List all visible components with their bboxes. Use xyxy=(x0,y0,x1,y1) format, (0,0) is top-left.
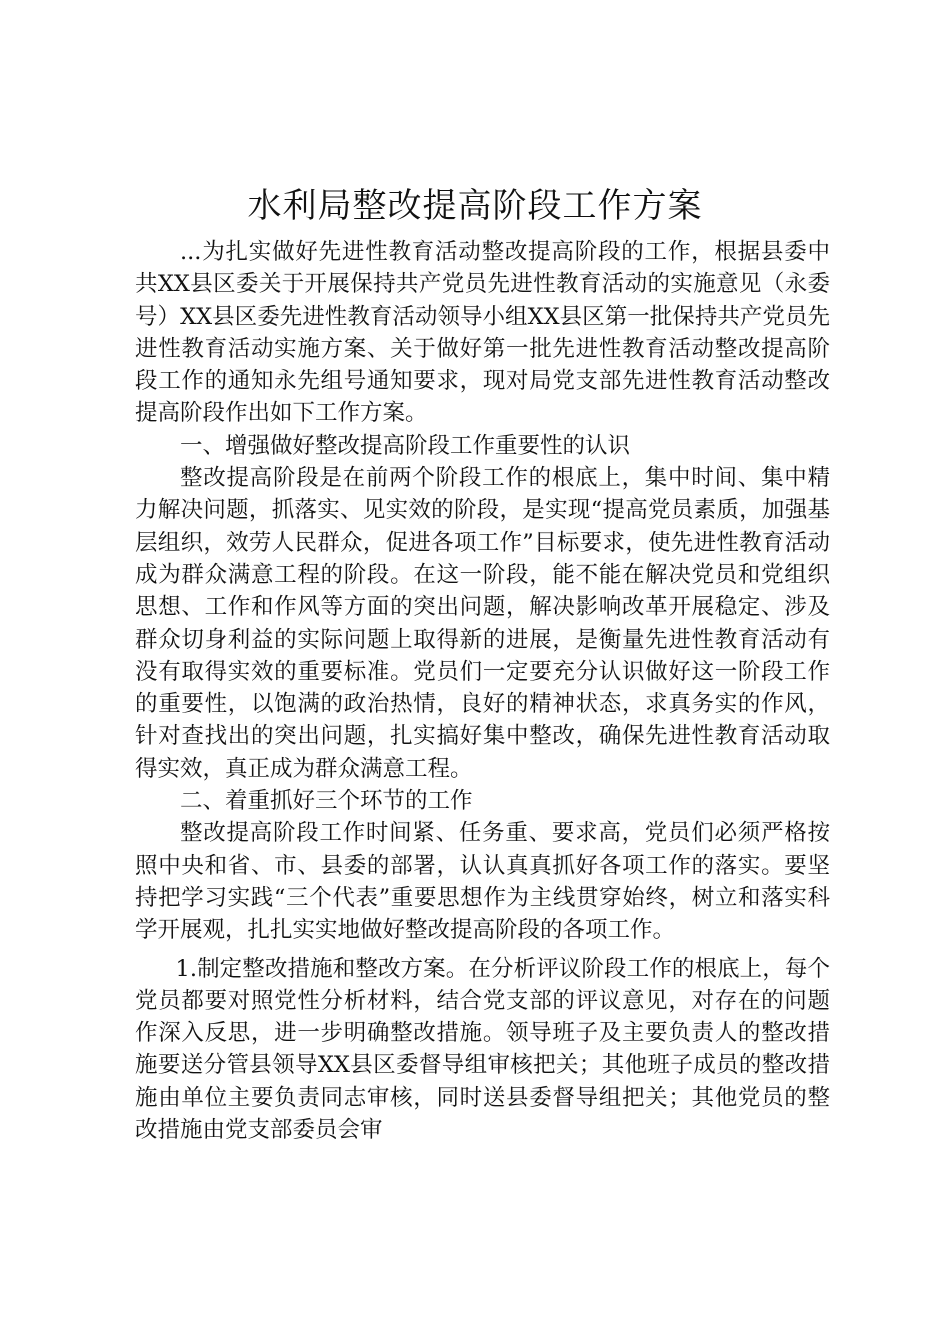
document-body xyxy=(135,236,830,1146)
section-2-paragraph: 整改提高阶段工作时间紧、任务重、要求高，党员们必须严格按照中央和省、市、县委的部署，认认真真抓好各项工作的落实。要坚持把学习实践“三个代表”重要思想作为主线贯穿始终，树立和落实科学开展观，扎扎实实地做好整改提高阶段的各项工作。 xyxy=(135,820,830,944)
section-heading-1: 一、增强做好整改提高阶段工作重要性的认识 xyxy=(180,432,631,459)
item-1-paragraph: 1.制定整改措施和整改方案。在分析评议阶段工作的根底上，每个党员都要对照党性分析材料，结合党支部的评议意见，对存在的问题作深入反思，进一步明确整改措施。领导班子及主要负责人的整改措施要送分管县领导XX县区委督导组审核把关；其他班子成员的整改措施由单位主要负责同志审核，同时送县委督导组把关；其他党员的整改措施由党支部委员会审 xyxy=(135,955,830,1144)
section-1-paragraph: 整改提高阶段是在前两个阶段工作的根底上，集中时间、集中精力解决问题，抓落实、见实效的阶段，是实现“提高党员素质，加强基层组织，效劳人民群众，促进各项工作”目标要求，使先进性教育活动成为群众满意工程的阶段。在这一阶段，能不能在解决党员和党组织思想、工作和作风等方面的突出问题，解决影响改革开展稳定、涉及群众切身利益的实际问题上取得新的进展，是衡量先进性教育活动有没有取得实效的重要标准。党员们一定要充分认识做好这一阶段工作的重要性，以饱满的政治热情，良好的精神状态，求真务实的作风，针对查找出的突出问题，扎实搞好集中整改，确保先进性教育活动取得实效，真正成为群众满意工程。 xyxy=(135,465,830,782)
section-heading-2: 二、着重抓好三个环节的工作 xyxy=(180,788,473,815)
document-title: 水利局整改提高阶段工作方案 xyxy=(247,186,703,226)
intro-paragraph: ...为扎实做好先进性教育活动整改提高阶段的工作，根据县委中共XX县区委关于开展保持共产党员先进性教育活动的实施意见（永委号）XX县区委先进性教育活动领导小组XX县区第一批保持共产党员先进性教育活动实施方案、关于做好第一批先进性教育活动整改提高阶段工作的通知永先组号通知要求，现对局党支部先进性教育活动整改提高阶段作出如下工作方案。 xyxy=(135,239,830,427)
